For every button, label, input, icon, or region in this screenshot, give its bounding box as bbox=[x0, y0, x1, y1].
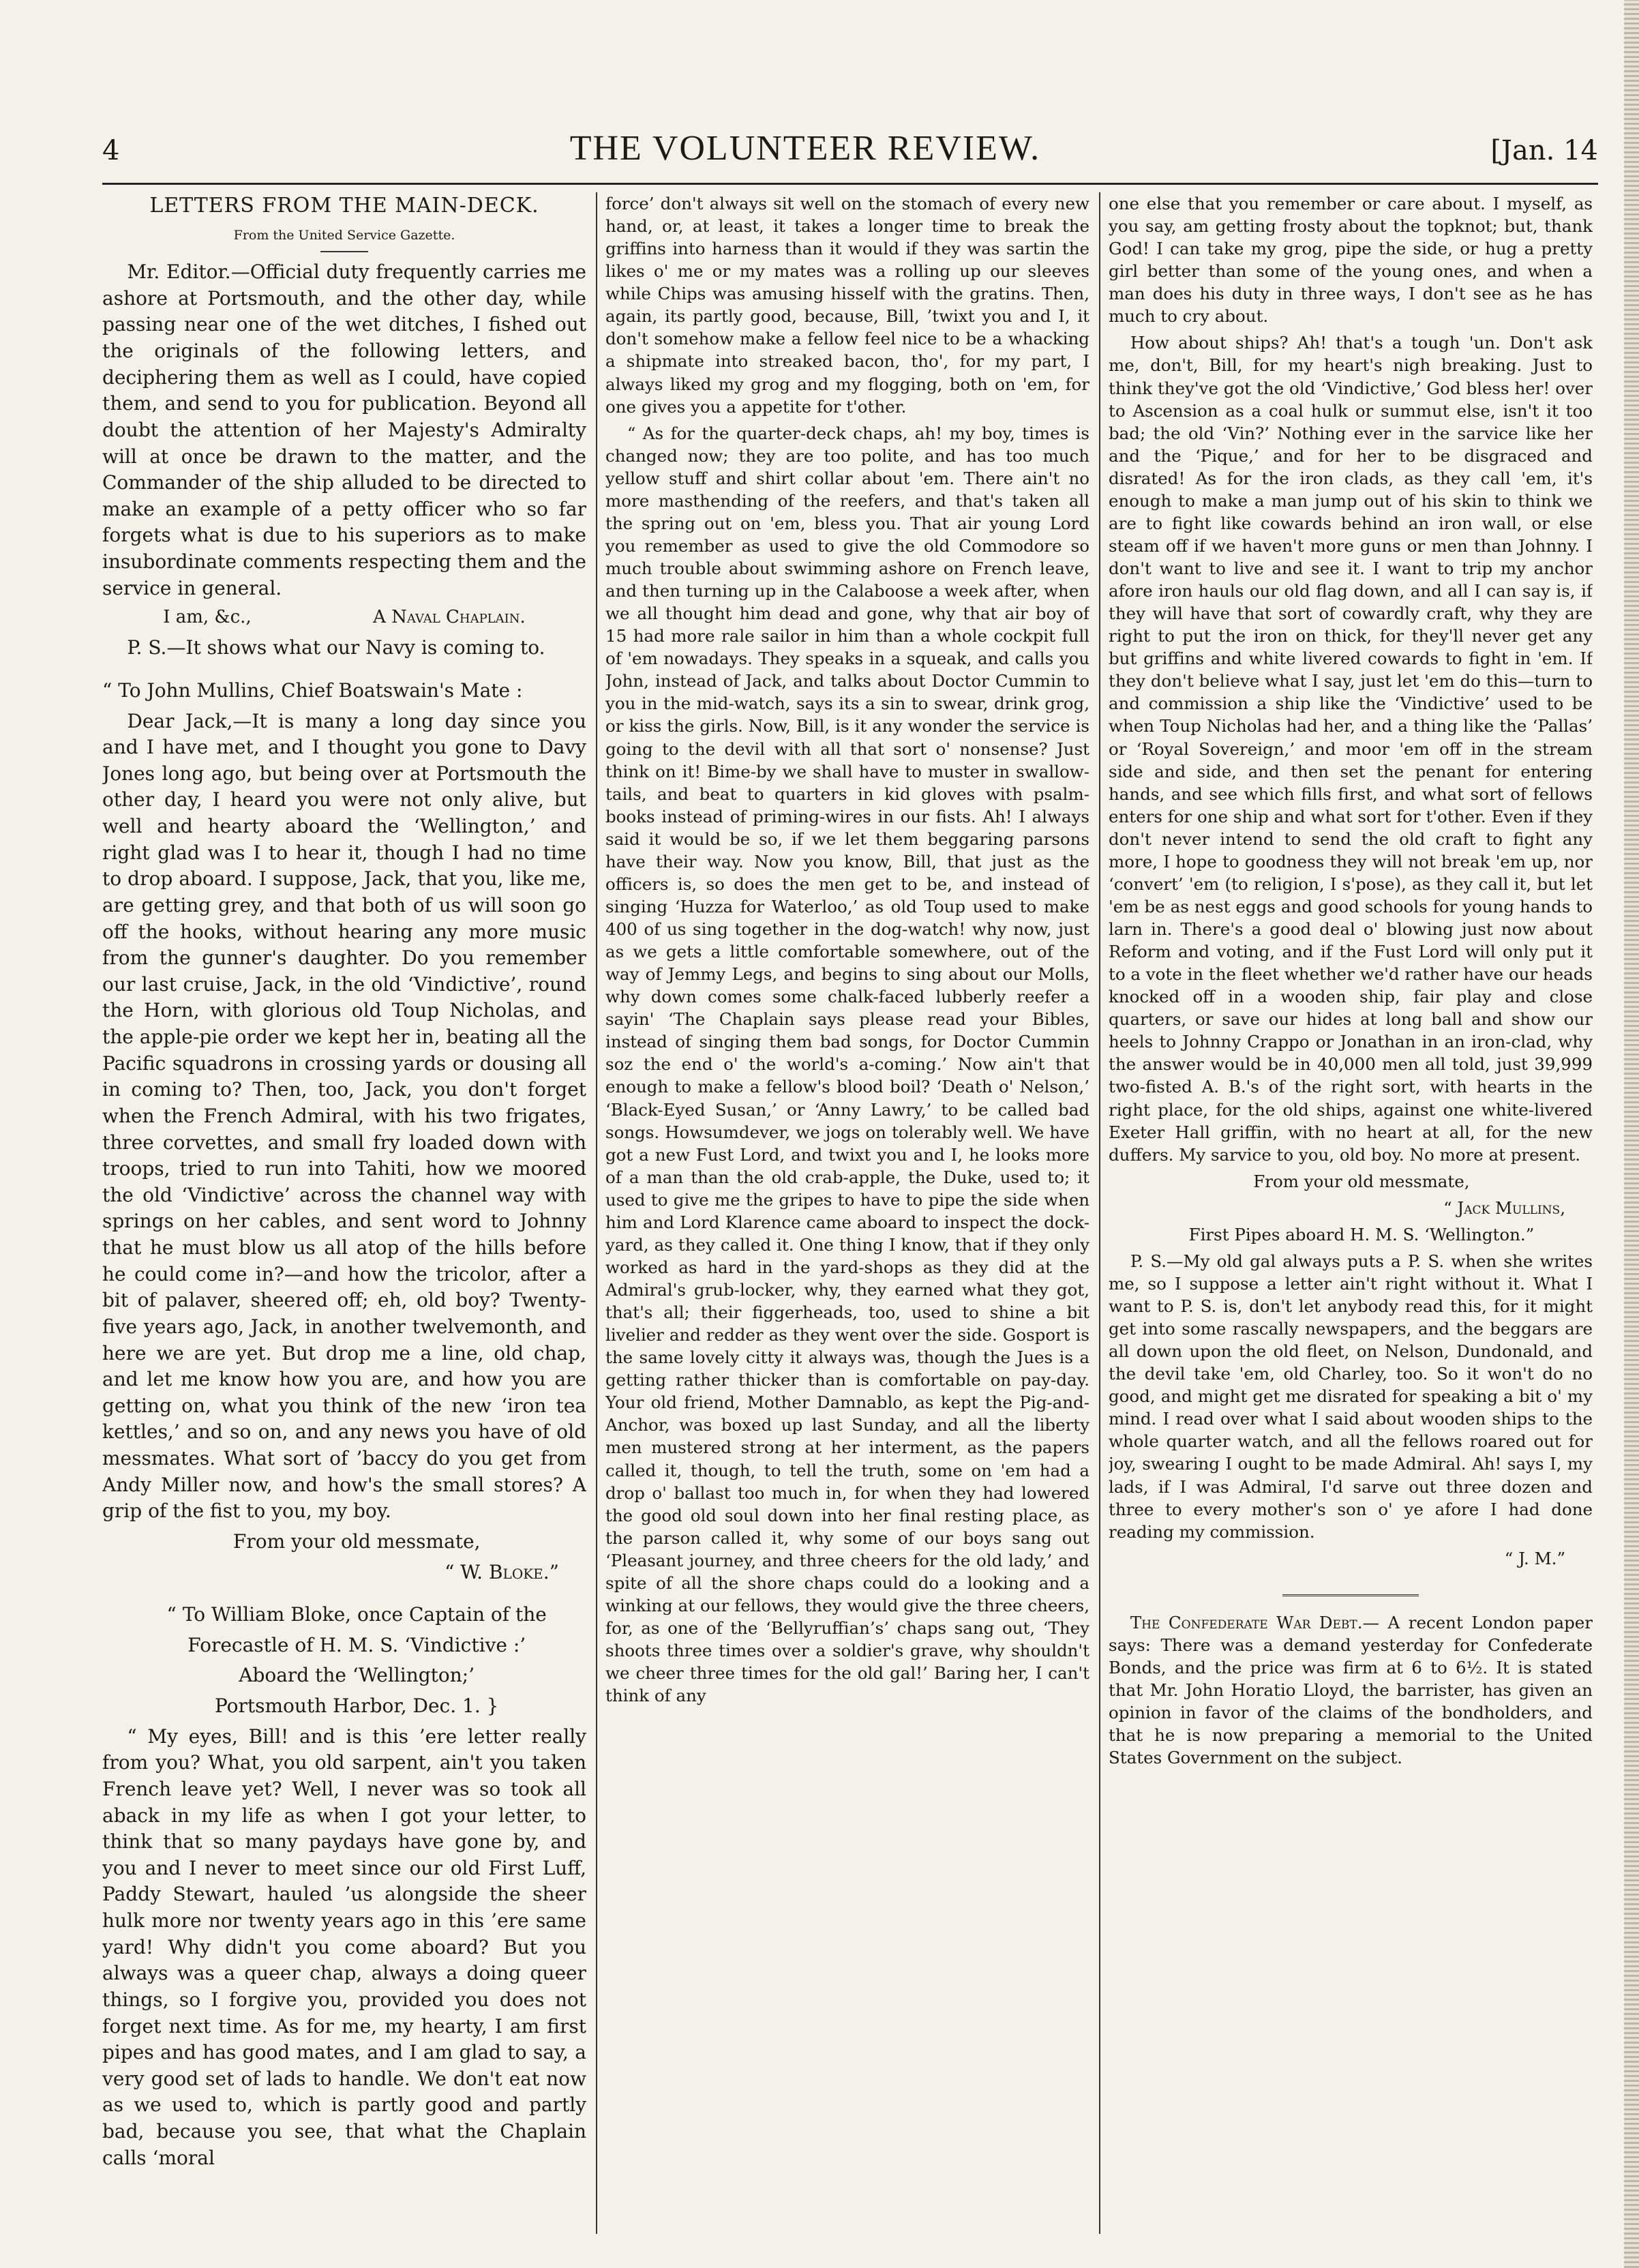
letter-body: How about ships? Ah! that's a tough 'un. Don't ask me, don't, Bill, for my heart's nigh breaking. Just to think they've got the old ‘Vindictive,’ God bless her! over to Ascension as a coal hulk or summut else, isn't it too bad; the old ‘Vin?’ Nothing ever in the sarvice like her and the ‘Pique,’ and for her to be disgraced and disrated! As for the iron clads, as they call 'em, it's enough to make a man jump out of his skin to think we are to fight like cowards behind an iron wall, or else steam off if we haven't more guns or men than Johnny. I don't want to live and see it. I want to trip my anchor afore iron hauls our old flag down, and all I can say is, if they will have that sort of cowardly craft, why they are right to put the iron on thick, for they'll never get any but griffins and white livered cowards to fight in 'em. If they don't believe what I say, just let 'em do this—turn to and commission a ship like the ‘Vindictive’ used to be when Toup Nicholas had her, and a thing like the ‘Pallas’ or ‘Royal Sovereign,’ and moor 'em off in the stream side and side, and then set the penant for entering hands, and see which fills first, and what sort of fellows enters for one ship and what sort for t'other. Even if they don't never intend to send the old craft to fight any more, I hope to goodness they will not break 'em up, nor ‘convert’ 'em (to religion, I s'pose), as they call it, but let 'em be as nest eggs and good schools for young hands to larn in. There's a good deal o' blowing just now about Reform and voting, and if the Fust Lord will only put it to a vote in the fleet whether we'd rather have our heads knocked off in a wooden ship, fair play and close quarters, or save our hides at long ball and show our heels to Johnny Crappo or Jonathan in an iron-clad, why the answer would be in 40,000 men all told, just 39,999 two-fisted A. B.'s of the right sort, with hearts in the right place, for the old ships, against one white-livered Exeter Hall griffin, with no heart at all, for the new duffers. My sarvice to you, old boy. No more at present. bbox=[1109, 333, 1593, 1165]
postscript: P. S.—My old gal always puts a P. S. when she writes me, so I suppose a letter ain't right without it. What I want to P. S. is, don't let anybody read this, for it might get into some rascally newspapers, and the beggars are all down upon the old fleet, on Nelson, Dundonald, and the devil take 'em, old Charley, too. So it won't do no good, and might get me disrated for speaking a bit o' my mind. I read over what I said about wooden ships to the whole quarter watch, and all the fellows roared out for joy, swearing I ought to be made Admiral. Ah! says I, my lads, if I was Admiral, I'd sarve out three dozen and three to every mother's son o' ye afore I had done reading my commission. bbox=[1109, 1251, 1593, 1542]
letter-signature-title: First Pipes aboard H. M. S. ‘Wellington.” bbox=[1188, 1224, 1535, 1244]
signature: A Naval Chaplain. bbox=[373, 607, 526, 628]
postscript: P. S.—It shows what our Navy is coming to. bbox=[127, 636, 545, 659]
newspaper-title: THE VOLUNTEER REVIEW. bbox=[569, 129, 1041, 168]
page-edge bbox=[1624, 0, 1639, 2268]
letter-body: Dear Jack,—It is many a long day since you and I have met, and I thought you gone to Davy Jones long ago, but being over at Portsmouth the other day, I heard you were not only alive, but well and hearty aboard the ‘Wellington,’ and right glad was I to hear it, though I had no time to drop aboard. I suppose, Jack, that you, like me, are getting grey, and that both of us will soon go off the hooks, without hearing any more music from the gunner's daughter. Do you remember our last cruise, Jack, in the old ‘Vindictive’, round the Horn, with glorious old Toup Nicholas, and the apple-pie order we kept her in, beating all the Pacific squadrons in crossing yards or dousing all in coming to? Then, too, Jack, you don't forget when the French Admiral, with his two frigates, three corvettes, and small fry loaded down with troops, tried to run into Tahiti, how we moored the old ‘Vindictive’ across the channel way with springs on her cables, and sent word to Johnny that he must blow us all atop of the hills before he could come in?—and how the tricolor, after a bit of palaver, sheered off; eh, old boy? Twenty-five years ago, Jack, in another twelvemonth, and here we are yet. But drop me a line, old chap, and let me know how you are, and how you are getting on, what you think of the new ‘iron tea kettles,’ and so on, and any news you have of old messmates. What sort of ’baccy do you get from Andy Miller now, and how's the small stores? A grip of the fist to you, my boy. bbox=[102, 709, 586, 1523]
letter-close: From your old messmate, bbox=[232, 1530, 481, 1553]
news-item bbox=[1109, 1611, 1593, 1769]
article-headline: LETTERS FROM THE MAIN-DECK. bbox=[149, 194, 539, 218]
sign-off: I am, &c., bbox=[163, 607, 252, 628]
letter-address-line: “ To William Bloke, once Captain of the bbox=[166, 1603, 547, 1626]
divider bbox=[320, 251, 368, 252]
issue-date: [Jan. 14 bbox=[1490, 135, 1598, 166]
letter-address-line: Portsmouth Harbor, Dec. 1. } bbox=[214, 1695, 499, 1718]
intro-paragraph: Mr. Editor.—Official duty frequently carries me ashore at Portsmouth, and the other day, while passing near one of the wet ditches, I fished out the originals of the following letters, and deciphering them as well as I could, have copied them, and send to you for publication. Beyond all doubt the attention of her Majesty's Admiralty will at once be drawn to the matter, and the Commander of the ship alluded to be directed to make an example of a petty officer who so far forgets what is due to his superiors as to make insubordinate comments respecting them and the service in general. bbox=[102, 260, 586, 599]
column-1 bbox=[102, 192, 586, 2234]
letter-address: “ To John Mullins, Chief Boatswain's Mate : bbox=[102, 678, 523, 702]
page-header bbox=[102, 128, 1598, 185]
letter-address-line: Forecastle of H. M. S. ‘Vindictive :’ bbox=[187, 1633, 526, 1656]
column-rule bbox=[1099, 192, 1100, 2234]
letter-body: “ My eyes, Bill! and is this ’ere letter really from you? What, you old sarpent, ain't you taken French leave yet? Well, I never was so took all aback in my life as when I got your letter, to think that so many paydays have gone by, and you and I never to meet since our old First Luff, Paddy Stewart, hauled ’us alongside the sheer hulk more nor twenty years ago in this ’ere same yard! Why didn't you come aboard? But you always was a queer chap, always a doing queer things, so I forgive you, provided you does not forget next time. As for me, my hearty, I am first pipes and has good mates, and I am glad to say, a very good set of lads to handle. We don't eat now as we used to, which is partly good and partly bad, because you see, that what the Chaplain calls ‘moral bbox=[102, 1725, 586, 2169]
news-item-title: The Confederate War Debt.— bbox=[1130, 1612, 1380, 1632]
letter-body: “ As for the quarter-deck chaps, ah! my boy, times is changed now; they are too polite, and has too much yellow stuff and shirt collar about 'em. There ain't no more masthending of the reefers, and that's taken all the spring out on 'em, bless you. That air young Lord you remember as used to give the old Commodore so much trouble about swimming ashore on French leave, and then turning up in the Calaboose a week after, when we all thought him dead and gone, why that air boy of 15 had more rale sailor in him than a whole cockpit full of 'em nowadays. They speaks in a squeak, and calls you John, instead of Jack, and talks about Doctor Cummin to you in the mid-watch, says its a sin to swear, drink grog, or kiss the girls. Now, Bill, is it any wonder the service is going to the devil with all that sort o' nonsense? Just think on it! Bime-by we shall have to muster in swallow-tails, and beat to quarters in kid gloves with psalm-books instead of priming-wires in our fists. Ah! I always said it would be so, if we let them beggaring parsons have their way. Now you know, Bill, that just as the officers is, so does the men get to be, and instead of singing ‘Huzza for Waterloo,’ as old Toup used to make 400 of us sing together in the dog-watch! why now, just as we gets a little comfortable somewhere, out of the way of Jemmy Legs, and begins to sing about our Molls, why down comes some chalk-faced lubberly reefer a sayin' ‘The Chaplain says please read your Bibles, instead of singing them bad songs, for Doctor Cummin soz the end o' the world's a-coming.’ Now ain't that enough to make a fellow's blood boil? ‘Death o' Nelson,’ ‘Black-Eyed Susan,’ or ‘Anny Lawry,’ to be called bad songs. Howsumdever, we jogs on tolerably well. We have got a new Fust Lord, and twixt you and I, he looks more of a man than the old crab-apple, the Duke, used to; it used to give me the gripes to have to pipe the side when him and Lord Klarence came aboard to inspect the dock-yard, as they called it. One thing I know, that if they only worked as hard in the yard-shops as they did at the Admiral's grub-locker, why, they earned what they got, that's all; their figgerheads, too, used to shine a bit livelier and redder as they went over the side. Gosport is the same lovely citty it always was, though the Jues is a getting rather thicker than is comfortable on pay-day. Your old friend, Mother Damnablo, as kept the Pig-and-Anchor, was boxed up last Sunday, and all the liberty men mustered strong at her interment, as the papers called it, though, to tell the truth, some on 'em had a drop o' ballast too much in, for when they had lowered the good old soul down into her final resting place, as the parson called it, why some of our boys sang out ‘Pleasant journey, and three cheers for the old lady,’ and spite of all the shore chaps could do a looking and a winking at our fellows, they would give the three cheers, for, as one of the ‘Bellyruffian’s’ chaps sang out, ‘They shoots three times over a soldier's grave, why shouldn't we cheer three times for the old gal!’ Baring her, I can't think of any bbox=[605, 423, 1089, 1706]
news-item-body: A recent London paper says: There was a demand yesterday for Confederate Bonds, and the price was firm at 6 to 6½. It is stated that Mr. John Horatio Lloyd, the barrister, has given an opinion in favor of the claims of the bondholders, and that he is now preparing a memorial to the United States Government on the subject. bbox=[1109, 1612, 1593, 1768]
spacer bbox=[102, 1590, 586, 1602]
signature-row bbox=[102, 606, 586, 629]
ornamental-divider bbox=[1109, 1579, 1593, 1602]
letter-address-line: Aboard the ‘Wellington;’ bbox=[239, 1664, 475, 1687]
column-2 bbox=[605, 192, 1089, 2234]
column-rule bbox=[596, 192, 597, 2234]
postscript-signature: “ J. M.” bbox=[1504, 1548, 1565, 1568]
letter-body: force’ don't always sit well on the stomach of every new hand, or, at least, it takes a longer time to break the griffins into harness than it would if they was sartin the likes o' me or my mates was a rolling up our sleeves while Chips was amusing hisself with the gratins. Then, again, its partly good, because, Bill, ’twixt you and I, it don't somehow make a fellow feel nice to be a whacking a shipmate into streaked bacon, tho', for my part, I always liked my grog and my flogging, both on 'em, for one gives you a appetite for t'other. bbox=[605, 194, 1089, 417]
letter-signature: “ Jack Mullins, bbox=[1443, 1197, 1565, 1218]
column-3 bbox=[1109, 192, 1593, 2234]
article-source: From the United Service Gazette. bbox=[233, 227, 455, 243]
letter-body: one else that you remember or care about. I myself, as you say, am getting frosty about the topknot; but, thank God! I can take my grog, pipe the side, or hug a pretty girl better than some of the young ones, and when a man does his duty in three ways, I don't see as he has much to cry about. bbox=[1109, 194, 1593, 327]
spacer bbox=[102, 666, 586, 678]
letter-close: From your old messmate, bbox=[1253, 1171, 1470, 1191]
page-number: 4 bbox=[102, 135, 120, 166]
letter-signature: “ W. Bloke.” bbox=[445, 1560, 559, 1583]
